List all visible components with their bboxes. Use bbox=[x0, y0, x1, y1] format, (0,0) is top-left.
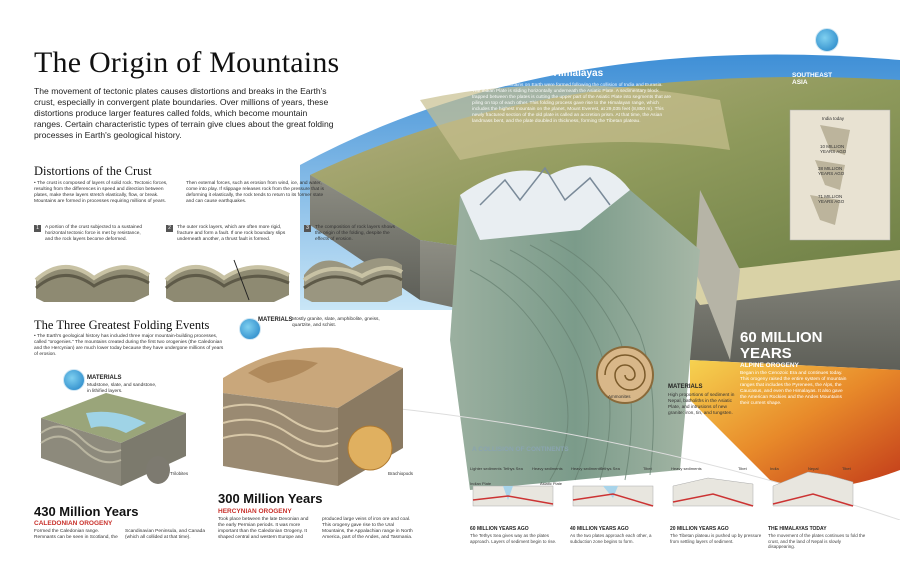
hercynian-col2: produced large veins of iron ore and coal. This orogeny gave rise to the Ural Mountains, the Appalachian range in North America, part of the Andes, and Tasmania. bbox=[322, 517, 413, 540]
stage-text: As the two plates approach each other, a subduction zone begins to form. bbox=[570, 533, 652, 544]
stage-text: The movement of the plates continues to fold the crust, and the land of Nepal is slowly disappearing. bbox=[768, 533, 866, 549]
stage-label: 20 MILLION YEARS AGO bbox=[670, 526, 729, 532]
hercynian-block bbox=[218, 338, 408, 488]
stage-tag: Heavy sediments bbox=[532, 466, 563, 471]
alpine-materials-label: MATERIALS bbox=[668, 384, 703, 390]
stage-tag: Heavy sediments bbox=[671, 466, 702, 471]
hercynian-materials: Mostly granite, slate, amphibolite, gneiss, quartzite, and schist. bbox=[292, 317, 380, 328]
fossil-label: Brachiopods bbox=[388, 471, 414, 476]
stage-tag: Tibet bbox=[643, 466, 652, 471]
collision-heading: A COLLISION OF CONTINENTS bbox=[472, 446, 569, 453]
stage-tag: Tibet bbox=[842, 466, 851, 471]
folding-text: • The Earth's geological history has included three major mountain-building processes, called "orogenies." The mountains created during the first two orogenies (the Caledonian and the Hercynian) are much lower today because they have undergone millions of years of erosion. bbox=[34, 334, 224, 357]
caledonian-materials-label: MATERIALS bbox=[87, 375, 122, 381]
globe-icon bbox=[815, 28, 839, 52]
caledonian-materials: Mudstone, slate, and sandstone, in lithified layers. bbox=[87, 383, 157, 394]
stage-tag: Lighter sediments bbox=[470, 466, 502, 471]
stage-tag: Asiatic Plate bbox=[540, 481, 563, 486]
alpine-orogeny: ALPINE OROGENY bbox=[740, 362, 799, 369]
stage-tag: Heavy sediments bbox=[571, 466, 602, 471]
hercynian-materials-label: MATERIALS bbox=[258, 317, 293, 323]
stage-tag: Tethys Sea bbox=[600, 466, 620, 471]
map-label: India today bbox=[822, 116, 845, 121]
fold-steps-illustration bbox=[34, 250, 404, 305]
caledonian-col1: Formed the Caledonian range. Remnants can be seen in Scotland, the bbox=[34, 529, 118, 540]
map-label: 38 MILLION YEARS AGO bbox=[818, 166, 845, 176]
distortions-col2: Then external forces, such as erosion from wind, ice, and water, come into play. If slippage releases rock from the pressure that is deforming it elastically, the rock tends to return to its former state and can cause earthquakes. bbox=[186, 181, 325, 204]
stage-text: The Tethys Sea gives way as the plates approach. Layers of sediment begin to rise. bbox=[470, 533, 557, 544]
distortions-col1: • The crust is composed of layers of solid rock. Tectonic forces, resulting from the differences in speed and direction between plates, make these layers stretch elastically, flow, or break. Mountains are formed in processes requiring millions of years. bbox=[34, 181, 168, 204]
step-text: The outer rock layers, which are often more rigid, fracture and form a fault. If one rock boundary slips underneath another, a thrust fault is formed. bbox=[177, 225, 286, 242]
brachiopod-icon bbox=[348, 426, 392, 470]
map-label: 10 MILLION YEARS AGO bbox=[820, 144, 847, 154]
step-number: 1 bbox=[34, 225, 41, 232]
stage-tag: Indian Plate bbox=[470, 481, 492, 486]
caledonian-orogeny: CALEDONIAN OROGENY bbox=[34, 520, 113, 527]
step-text: The composition of rock layers shows the origin of the folding, despite the effects of erosion. bbox=[315, 225, 395, 242]
hercynian-age: 300 Million Years bbox=[218, 491, 323, 506]
caledonian-age: 430 Million Years bbox=[34, 504, 139, 519]
stage-tag: Tethys Sea bbox=[503, 466, 523, 471]
himalaya-heading: Formation of the Himalayas bbox=[472, 68, 604, 79]
stage-label: 40 MILLION YEARS AGO bbox=[570, 526, 629, 532]
alpine-materials: High proportions of sediment in Nepal, batholiths in the Asiatic Plate, and intrusions of new granite: iron, tin, and tungsten. bbox=[668, 393, 735, 416]
step-text: A portion of the crust subjected to a sustained horizontal tectonic force is met by resistance, and the rock layers become deformed. bbox=[45, 225, 143, 242]
alpine-age: 60 MILLION YEARS bbox=[740, 329, 823, 362]
step-number: 2 bbox=[166, 225, 173, 232]
step-number: 3 bbox=[304, 225, 311, 232]
fossil-label: Ammonites bbox=[608, 394, 631, 399]
stage-label: THE HIMALAYAS TODAY bbox=[768, 526, 827, 532]
trilobite-icon bbox=[146, 456, 170, 484]
intro-text: The movement of tectonic plates causes distortions and breaks in the Earth's crust, especially in convergent plate boundaries. Over millions of years, these distortions produce larger features called folds, which become mountain ranges. Certain characteristic types of terrain give clues about the great folding processes in Earth's geological history. bbox=[34, 86, 334, 140]
caledonian-col2: Scandinavian Peninsula, and Canada (which all collided at that time). bbox=[125, 529, 206, 540]
hercynian-col1: Took place between the late Devonian and the early Permian periods. It was more important than the Caledonian Orogeny. It shaped central and western Europe and bbox=[218, 517, 309, 540]
page-title: The Origin of Mountains bbox=[34, 46, 340, 79]
distortions-heading: Distortions of the Crust bbox=[34, 164, 152, 178]
stage-tag: India bbox=[770, 466, 779, 471]
map-label: 71 MILLION YEARS AGO bbox=[818, 194, 845, 204]
stage-tag: Nepal bbox=[808, 466, 819, 471]
hercynian-orogeny: HERCYNIAN OROGENY bbox=[218, 508, 292, 515]
stage-text: The Tibetan plateau is pushed up by pressure from settling layers of sediment. bbox=[670, 533, 762, 544]
stage-tag: Tibet bbox=[738, 466, 747, 471]
himalaya-text: • The highest mountains on Earth were formed following the collision of India and Eurasia. The Indian Plate is sliding horizontally underneath the Asiatic Plate. A sedimentary block trapped between the plates is cutting the upper part of the Asiatic Plate into segments that are piling on top of each other. This folding process gave rise to the Himalayan range, which includes the highest mountain on the planet, Mount Everest, at 29,035 feet (8,850 m). This newly fractured section of the old plate is called an accretion prism. At that time, the Asian landmass bent, and the plate doubled in thickness, forming the Tibetan plateau. bbox=[472, 83, 671, 124]
folding-heading: The Three Greatest Folding Events bbox=[34, 318, 210, 332]
fossil-label: Trilobites bbox=[170, 471, 189, 476]
region-label: SOUTHEAST ASIA bbox=[792, 72, 833, 86]
stage-label: 60 MILLION YEARS AGO bbox=[470, 526, 529, 532]
alpine-text: Began in the Cenozoic Era and continues today. This orogeny raised the entire system of mountain ranges that includes the Pyrenees, the Alps, the Caucasus, and even the Himalayas. It also gave the American Rockies and the Andes Mountains their current shape. bbox=[740, 371, 847, 406]
